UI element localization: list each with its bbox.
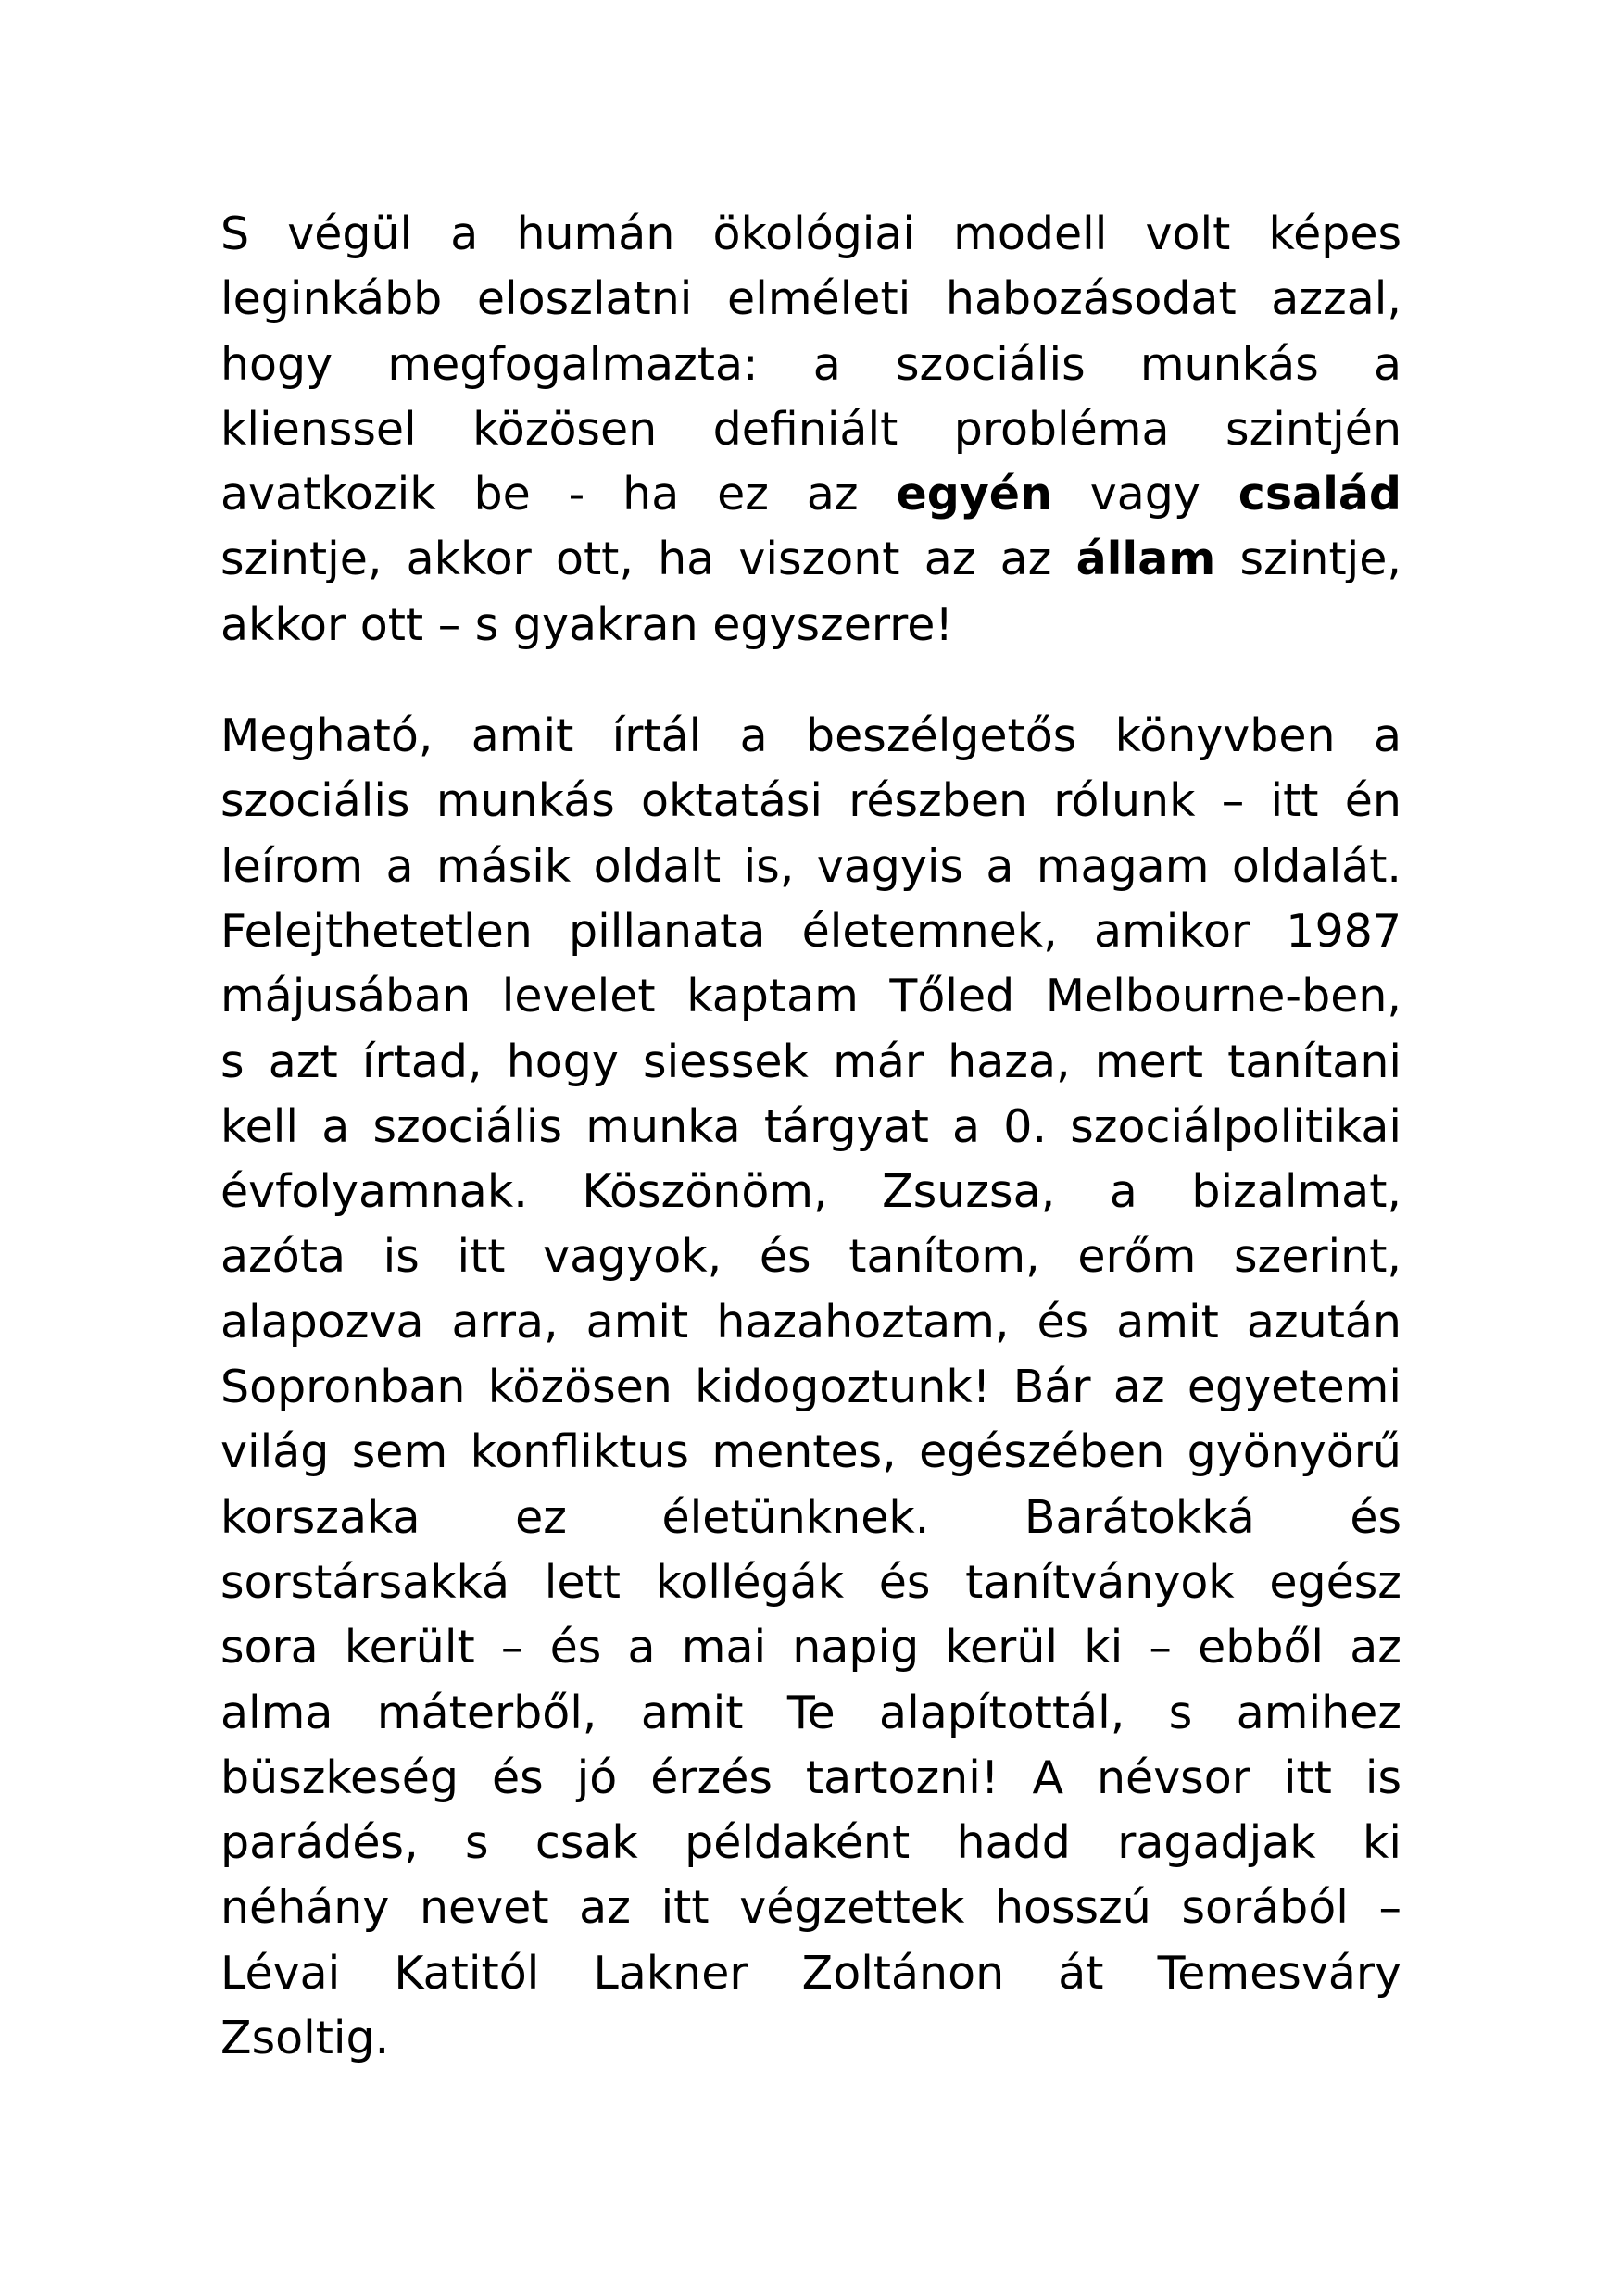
- text-line: [220, 899, 1401, 964]
- text-run: szintje,: [1215, 533, 1401, 586]
- text-run: néhány nevet az itt végzettek hosszú sorából –: [220, 1881, 1401, 1935]
- text-line: [220, 2006, 1401, 2071]
- text-line: [220, 1876, 1401, 1940]
- text-run: évfolyamnak. Köszönöm, Zsuzsa, a bizalmat,: [220, 1165, 1401, 1219]
- bold-text: egyén: [896, 468, 1052, 521]
- text-line: [220, 1160, 1401, 1224]
- text-line: [220, 1355, 1401, 1420]
- text-line: [220, 1420, 1401, 1485]
- text-run: klienssel közösen definiált probléma szintjén: [220, 402, 1401, 456]
- text-run: parádés, s csak példaként hadd ragadjak ki: [220, 1816, 1401, 1870]
- text-line: [220, 267, 1401, 332]
- text-run: korszaka ez életünknek. Barátokká és: [220, 1490, 1401, 1544]
- text-line: [220, 1615, 1401, 1680]
- text-run: sorstársakká lett kollégák és tanítványok egész: [220, 1555, 1401, 1609]
- text-run: világ sem konfliktus mentes, egészében gyönyörű: [220, 1425, 1401, 1479]
- text-line: [220, 332, 1401, 397]
- text-run: kell a szociális munka tárgyat a 0. szociálpolitikai: [220, 1099, 1401, 1153]
- text-run: szintje, akkor ott, ha viszont az az: [220, 533, 1076, 586]
- bold-text: család: [1238, 468, 1402, 521]
- document-page: [220, 202, 1401, 2071]
- text-line: [220, 1941, 1401, 2006]
- text-run: sora került – és a mai napig kerül ki – ebből az: [220, 1621, 1401, 1675]
- text-line: [220, 1030, 1401, 1095]
- text-line: [220, 1486, 1401, 1550]
- paragraph-1: [220, 202, 1401, 658]
- text-line: [220, 1290, 1401, 1355]
- text-run: azóta is itt vagyok, és tanítom, erőm szerint,: [220, 1230, 1401, 1284]
- paragraph-2: [220, 704, 1401, 2071]
- text-run: leginkább eloszlatni elméleti habozásodat azzal,: [220, 272, 1401, 326]
- bold-text: állam: [1075, 533, 1216, 586]
- text-line: [220, 1224, 1401, 1289]
- text-run: S végül a humán ökológiai modell volt képes: [220, 207, 1401, 260]
- text-run: Zsoltig.: [220, 2012, 390, 2065]
- text-line: [220, 834, 1401, 899]
- text-run: avatkozik be - ha ez az: [220, 468, 897, 521]
- text-line: [220, 704, 1401, 769]
- text-run: alma máterből, amit Te alapítottál, s amihez: [220, 1686, 1401, 1739]
- text-run: vagy: [1051, 468, 1238, 521]
- text-line: [220, 527, 1401, 592]
- text-run: akkor ott – s gyakran egyszerre!: [220, 597, 953, 651]
- text-run: Lévai Katitól Lakner Zoltánon át Temesváry: [220, 1946, 1401, 2000]
- text-run: alapozva arra, amit hazahoztam, és amit azután: [220, 1295, 1401, 1349]
- text-run: Megható, amit írtál a beszélgetős könyvben a: [220, 709, 1401, 763]
- text-run: Felejthetetlen pillanata életemnek, amikor 1987: [220, 904, 1401, 958]
- text-line: [220, 462, 1401, 527]
- text-run: s azt írtad, hogy siessek már haza, mert tanítani: [220, 1035, 1401, 1088]
- text-line: [220, 1095, 1401, 1160]
- text-line: [220, 769, 1401, 834]
- text-line: [220, 1550, 1401, 1615]
- text-run: hogy megfogalmazta: a szociális munkás a: [220, 337, 1401, 391]
- text-line: [220, 1746, 1401, 1811]
- text-run: szociális munkás oktatási részben rólunk – itt én: [220, 774, 1401, 828]
- text-line: [220, 593, 1401, 658]
- text-run: Sopronban közösen kidogoztunk! Bár az egyetemi: [220, 1361, 1401, 1414]
- text-line: [220, 202, 1401, 267]
- text-run: büszkeség és jó érzés tartozni! A névsor itt is: [220, 1750, 1401, 1804]
- text-line: [220, 1811, 1401, 1876]
- text-run: leírom a másik oldalt is, vagyis a magam oldalát.: [220, 839, 1401, 893]
- text-line: [220, 397, 1401, 462]
- text-line: [220, 964, 1401, 1029]
- text-run: májusában levelet kaptam Tőled Melbourne-ben,: [220, 970, 1401, 1023]
- text-line: [220, 1681, 1401, 1746]
